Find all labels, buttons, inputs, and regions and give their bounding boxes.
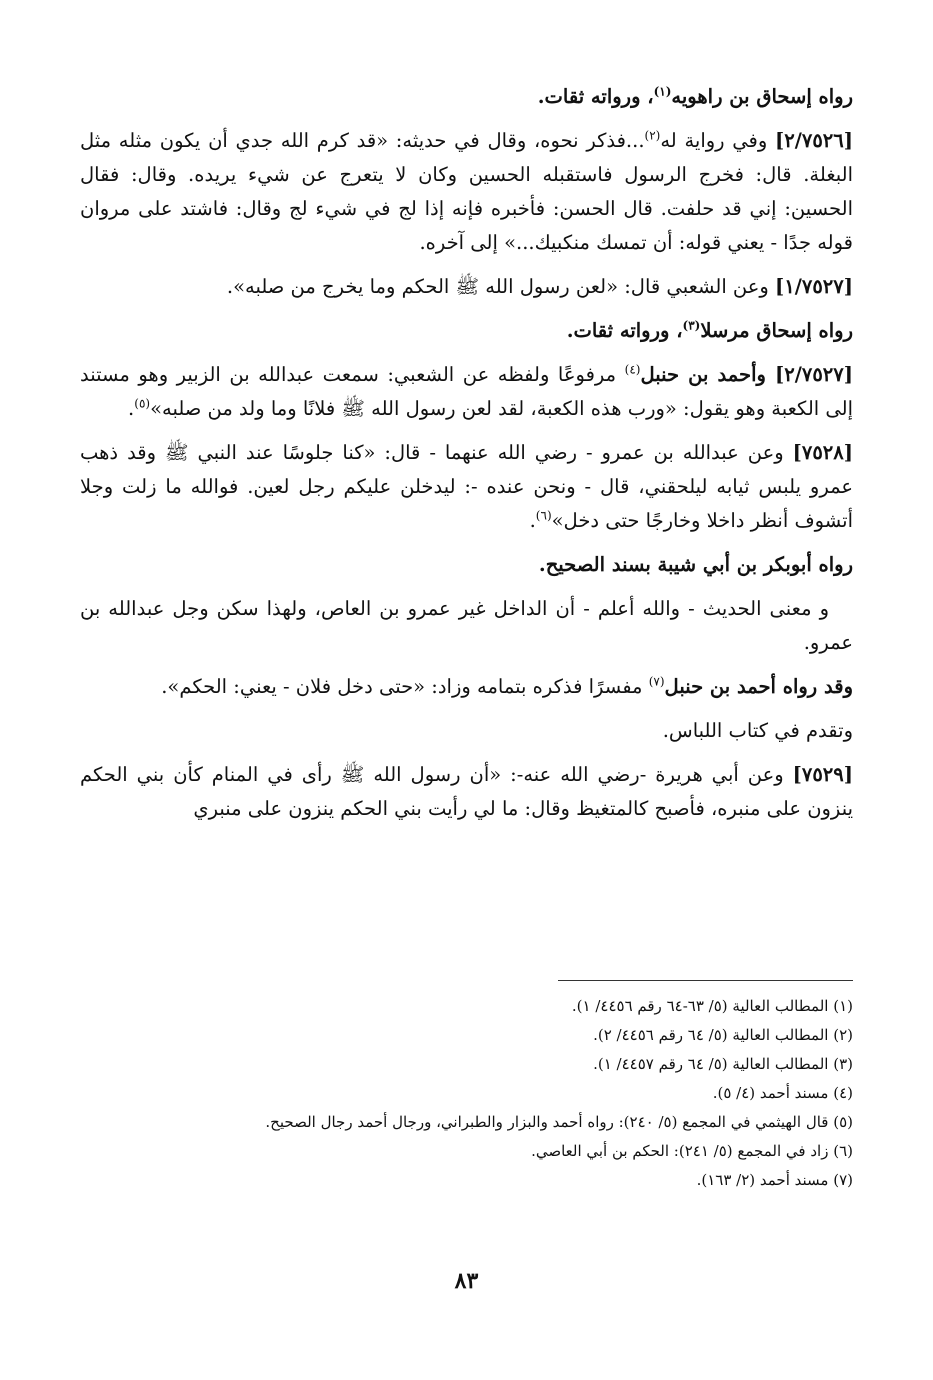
paragraph-text: مرفوعًا ولفظه عن الشعبي: سمعت عبدالله بن الزبير وهو مستند إلى الكعبة وهو يقول: «ورب هذه الكعبة، لقد لعن رسول الله ﷺ فلانًا وما ولد من صلبه» xyxy=(80,363,853,420)
paragraph-text: وتقدم في كتاب اللباس. xyxy=(662,719,853,742)
paragraph xyxy=(80,124,853,260)
footnote: (٤) مسند أحمد (٤/ ٥). xyxy=(712,1084,853,1102)
footnote: (٣) المطالب العالية (٥/ ٦٤ رقم ٤٤٥٧/ ١). xyxy=(593,1055,853,1073)
paragraph-text: وعن أبي هريرة -رضي الله عنه-: «أن رسول الله ﷺ رأى في المنام كأن بني الحكم ينزون على منبره، فأصبح كالمتغيظ وقال: ما لي رأيت بني الحكم ينزون على منبري xyxy=(80,763,853,820)
footnotes xyxy=(80,992,853,1195)
body-text xyxy=(80,80,853,826)
footnote: (٥) قال الهيثمي في المجمع (٥/ ٢٤٠): رواه أحمد والبزار والطبراني، ورجال أحمد رجال الصحيح. xyxy=(265,1113,853,1131)
paragraph-text: وعن عبدالله بن عمرو - رضي الله عنهما - قال: «كنا جلوسًا عند النبي ﷺ وقد ذهب عمرو يلبس ثيابه ليلحقني، قال - ونحن عنده -: ليدخلن عليكم رجل لعين. فوالله ما زلت وجلا أتشوف أنظر داخلا وخارجًا حتى دخل» xyxy=(80,441,853,532)
paragraph-text: ، ورواته ثقات. xyxy=(566,319,683,342)
hadith-number: [٧٥٢٩] xyxy=(792,763,853,786)
paragraph-text: ، ورواته ثقات. xyxy=(537,85,654,108)
footnote: (١) المطالب العالية (٥/ ٦٣-٦٤ رقم ٤٤٥٦/ ١). xyxy=(571,997,853,1015)
footnote-separator xyxy=(558,980,853,981)
paragraph-text: مفسرًا فذكره بتمامه وزاد: «حتى دخل فلان - يعني: الحكم». xyxy=(161,675,649,698)
footnote: (٧) مسند أحمد (٢/ ١٦٣). xyxy=(696,1171,853,1189)
footnote-ref: (٣) xyxy=(682,318,701,333)
footnote-ref: (٤) xyxy=(624,362,641,377)
paragraph xyxy=(80,314,853,348)
paragraph xyxy=(80,548,853,582)
footnote-ref: (١) xyxy=(653,84,672,99)
paragraph xyxy=(80,592,853,660)
paragraph xyxy=(80,758,853,826)
footnote-ref: (٢) xyxy=(644,128,661,143)
paragraph-text: ...فذكر نحوه، وقال في حديثه: «قد كرم الله جدي أن يكون مثله مثل البغلة. قال: فخرج الرسول فاستقبله الحسين وكان لا يتعرج عن شيء يريده. وقال: فقال الحسين: إني قد حلفت. قال الحسن: فأخبره فإنه إذا لج في شيء لج وقال: فاشتد على مروان قوله جدًا - يعني قوله: أن تمسك منكبيك...» إلى آخره. xyxy=(80,129,853,254)
paragraph-text: رواه إسحاق بن راهويه xyxy=(671,85,853,108)
paragraph-text: وفي رواية له xyxy=(660,129,776,152)
paragraph xyxy=(80,358,853,426)
footnote: (٦) زاد في المجمع (٥/ ٢٤١): الحكم بن أبي العاصي. xyxy=(531,1142,853,1160)
footnote: (٢) المطالب العالية (٥/ ٦٤ رقم ٤٤٥٦/ ٢). xyxy=(593,1026,853,1044)
paragraph-text: رواه أبوبكر بن أبي شيبة بسند الصحيح. xyxy=(538,553,853,576)
footnote-ref: (٦) xyxy=(535,508,552,523)
footnote-ref: (٧) xyxy=(648,674,665,689)
paragraph xyxy=(80,436,853,538)
paragraph xyxy=(80,670,853,704)
hadith-number: وقد رواه أحمد بن حنبل xyxy=(664,675,853,698)
hadith-number: [٢/٧٥٢٦] xyxy=(775,129,853,152)
paragraph-text: وعن الشعبي قال: «لعن رسول الله ﷺ الحكم وما يخرج من صلبه». xyxy=(226,275,776,298)
page-number: ٨٣ xyxy=(454,1268,479,1294)
paragraph xyxy=(80,270,853,304)
paragraph-text: . xyxy=(128,397,135,420)
footnote-ref: (٥) xyxy=(134,396,151,411)
hadith-number: [٧٥٢٨] xyxy=(792,441,853,464)
hadith-number: [٢/٧٥٢٧] وأحمد بن حنبل xyxy=(640,363,853,386)
paragraph xyxy=(80,80,853,114)
paragraph-text: . xyxy=(529,509,536,532)
paragraph xyxy=(80,714,853,748)
paragraph-text: و معنى الحديث - والله أعلم - أن الداخل غير عمرو بن العاص، ولهذا سكن وجل عبدالله بن عمرو. xyxy=(80,597,853,654)
hadith-number: [١/٧٥٢٧] xyxy=(775,275,853,298)
paragraph-text: رواه إسحاق مرسلا xyxy=(700,319,853,342)
